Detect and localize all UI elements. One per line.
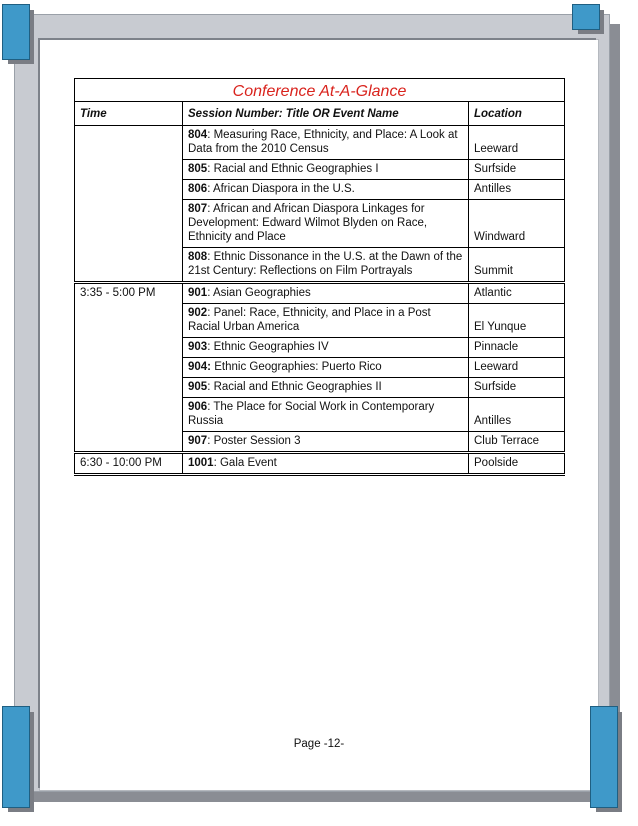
cell-time [75, 180, 183, 200]
corner-tab-top-left [2, 4, 36, 38]
table-row [75, 338, 565, 358]
cell-location: Surfside [469, 378, 565, 398]
cell-session [183, 398, 469, 432]
cell-session [183, 338, 469, 358]
session-title: : The Place for Social Work in Contemporary Russia [188, 401, 435, 427]
schedule-table [74, 78, 565, 476]
session-title: : Measuring Race, Ethnicity, and Place: A Look at Data from the 2010 Census [188, 129, 458, 155]
cell-time [75, 304, 183, 338]
table-title: Conference At-A-Glance [75, 79, 565, 102]
cell-time [75, 432, 183, 453]
session-number: 805 [188, 163, 208, 175]
corner-tab-top-right [572, 4, 606, 38]
cell-location: Atlantic [469, 283, 565, 304]
cell-time [75, 358, 183, 378]
session-number: 905 [188, 381, 208, 393]
table-row [75, 398, 565, 432]
cell-time [75, 338, 183, 358]
session-number: 907 [188, 435, 208, 447]
table-row [75, 200, 565, 248]
cell-time: 6:30 - 10:00 PM [75, 453, 183, 475]
table-row [75, 432, 565, 453]
cell-session [183, 304, 469, 338]
session-title: : African and African Diaspora Linkages for Development: Edward Wilmot Blyden on Race, Ethnicity and Place [188, 203, 428, 243]
cell-time [75, 398, 183, 432]
table-row [75, 453, 565, 475]
session-title: : African Diaspora in the U.S. [207, 183, 355, 195]
cell-time [75, 200, 183, 248]
cell-session [183, 180, 469, 200]
cell-session [183, 160, 469, 180]
session-title: : Ethnic Geographies IV [207, 341, 329, 353]
header-location: Location [469, 102, 565, 126]
cell-time: 3:35 - 5:00 PM [75, 283, 183, 304]
session-number: 906 [188, 401, 208, 413]
page-number: Page -12- [293, 738, 345, 750]
session-title: : Asian Geographies [207, 287, 311, 299]
cell-location: El Yunque [469, 304, 565, 338]
cell-time [75, 126, 183, 160]
session-title: : Ethnic Dissonance in the U.S. at the Dawn of the 21st Century: Reflections on Film Portrayals [188, 251, 463, 277]
table-row [75, 180, 565, 200]
session-number: 808 [188, 251, 208, 263]
corner-tab-bottom-left [2, 706, 36, 740]
session-title: Ethnic Geographies: Puerto Rico [211, 361, 382, 373]
cell-location: Pinnacle [469, 338, 565, 358]
cell-session [183, 248, 469, 283]
table-row [75, 248, 565, 283]
table-body [75, 126, 565, 475]
cell-location: Leeward [469, 126, 565, 160]
table-row [75, 304, 565, 338]
session-title: : Panel: Race, Ethnicity, and Place in a Post Racial Urban America [188, 307, 431, 333]
table-row [75, 358, 565, 378]
cell-session [183, 378, 469, 398]
cell-session [183, 200, 469, 248]
session-number: 806 [188, 183, 208, 195]
cell-session [183, 432, 469, 453]
cell-session [183, 358, 469, 378]
corner-tab-bottom-right [590, 706, 624, 740]
cell-time [75, 378, 183, 398]
header-time: Time [75, 102, 183, 126]
session-title: : Gala Event [213, 457, 277, 469]
table-row [75, 126, 565, 160]
session-number: 807 [188, 203, 208, 215]
cell-location: Club Terrace [469, 432, 565, 453]
cell-location: Summit [469, 248, 565, 283]
session-title: : Racial and Ethnic Geographies II [207, 381, 382, 393]
table-header-row [75, 102, 565, 126]
header-session: Session Number: Title OR Event Name [183, 102, 469, 126]
schedule-table-wrapper [74, 78, 564, 476]
session-number: 804 [188, 129, 208, 141]
cell-time [75, 160, 183, 180]
table-row [75, 283, 565, 304]
cell-location: Leeward [469, 358, 565, 378]
cell-session [183, 453, 469, 475]
cell-location: Windward [469, 200, 565, 248]
cell-location: Antilles [469, 180, 565, 200]
session-number: 902 [188, 307, 208, 319]
session-number: 903 [188, 341, 208, 353]
session-number: 904: [188, 361, 212, 373]
cell-session [183, 126, 469, 160]
cell-session [183, 283, 469, 304]
session-title: : Racial and Ethnic Geographies I [207, 163, 379, 175]
cell-location: Poolside [469, 453, 565, 475]
cell-time [75, 248, 183, 283]
session-number: 901 [188, 287, 208, 299]
cell-location: Antilles [469, 398, 565, 432]
table-row [75, 378, 565, 398]
cell-location: Surfside [469, 160, 565, 180]
table-row [75, 160, 565, 180]
session-number: 1001 [188, 457, 214, 469]
session-title: : Poster Session 3 [207, 435, 301, 447]
